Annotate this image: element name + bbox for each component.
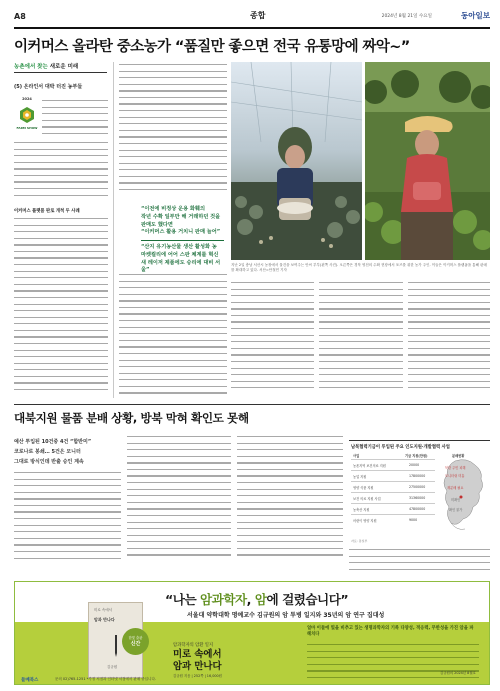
pen-icon — [113, 635, 119, 657]
ad-book-title: 미로 속에서 암과 만나다 — [173, 649, 222, 672]
ad-blurb: 얼마 이들에 빛을 비추고 있는 생명과학자의 기록 다양성, 적응력, 무한성을 가진 암을 파헤치다 — [307, 626, 474, 638]
article-body-text — [319, 282, 403, 400]
header-rule — [14, 27, 490, 29]
table-title: 남북협력기금이 투입된 주요 인도지원·개발협력 사업 — [351, 445, 450, 450]
table-cell: 9000 — [409, 518, 418, 522]
table-header: 사업 — [353, 454, 360, 458]
article-body-text — [127, 436, 231, 568]
book-cover-title: 암과 만나다 — [94, 617, 115, 622]
table-source: 자료: 통일부 — [351, 539, 368, 543]
kicker-green: 농촌에서 찾는 — [14, 64, 48, 70]
publisher-logo: 들메북스 — [21, 678, 39, 683]
article2-deck: 코로나로 봉쇄… 5건은 모니터 — [14, 449, 81, 455]
table-cell: 17800000 — [409, 474, 426, 478]
article-body-text — [119, 274, 227, 404]
book-advertisement — [14, 581, 490, 685]
article-divider — [14, 404, 490, 405]
map-label: 재분배 필요 — [447, 486, 464, 490]
pull-quote — [141, 206, 224, 275]
article2-headline: 대북지원 물품 분배 상황, 방북 막혀 확인도 못해 — [14, 411, 249, 425]
article2-deck: 예산 투입된 10건중 4건 “합반미” — [14, 439, 92, 445]
series-kicker — [14, 62, 78, 70]
kicker-rule — [14, 72, 107, 73]
table-cell: 농축산 지원 — [353, 508, 370, 512]
table-header: 분배현황 — [452, 454, 465, 458]
map-label: 북한 주민 피해 — [445, 466, 466, 470]
field-photo — [365, 62, 490, 260]
map-label: 미확인 — [451, 498, 461, 502]
series-byline: (5) 온라인서 대박 터진 농부들 — [14, 84, 83, 90]
article-body-text — [408, 282, 490, 400]
article-body-text — [119, 64, 227, 202]
page-number: A8 — [14, 12, 26, 21]
article-body-text — [14, 218, 108, 404]
table-header: 기금 지원(만원) — [405, 454, 428, 458]
section-name: 종합 — [250, 11, 266, 20]
pull-quote-line: “산지 유기농산물 생산 활성화 농 — [141, 243, 217, 250]
aid-projects-table — [349, 440, 490, 546]
table-cell: 영양 식품 지원 — [353, 486, 374, 490]
page-header — [14, 6, 490, 28]
map-label: 확인 불가 — [449, 508, 463, 512]
farm-show-emblem-icon — [18, 105, 36, 125]
logo-name: FARM SHOW — [16, 126, 38, 130]
article-body-text — [349, 549, 490, 571]
ad-book-meta: 김규원 지음 | 252쪽 | 16,000원 — [173, 674, 222, 678]
photo-field-farmer — [365, 62, 490, 260]
greenhouse-photo — [231, 62, 362, 260]
book-cover-author: 김규원 — [107, 665, 118, 669]
table-cell: 27500000 — [409, 485, 426, 489]
table-cell: 농업 지원 — [353, 475, 367, 479]
article-body-text — [237, 436, 343, 568]
article-body-text — [14, 472, 121, 568]
article-body-text — [14, 142, 108, 202]
table-cell: 31360000 — [409, 496, 426, 500]
table-cell: 보건 의료 지원 사업 — [353, 497, 381, 501]
logo-year: 2024 — [22, 97, 32, 101]
column-divider — [113, 62, 114, 398]
pull-quote-line: 새 레이저 제품에도 승리에 대비 서울” — [141, 259, 221, 274]
table-cell: 47800000 — [409, 507, 426, 511]
pull-quote-line: 작년 수확 일부만 해 거래하던 것을 판매도 했다면 — [141, 213, 221, 228]
photo-caption: 지난 2일 충남 서산시 농장에서 물건을 보여주는 안씨 부부(왼쪽 사진). 오른쪽은 경북 영천의 수확 현장에서 포즈를 취한 농가 주인. 이들은 이커머스 플랫폼을 통해 판매를 확대하고 있다. 서산=안철민 기자 — [231, 263, 487, 273]
table-cell: 20000 — [409, 463, 420, 467]
table-cell: 어린이 영양 지원 — [353, 519, 377, 523]
new-book-badge: 한빛 출판 신간 — [122, 628, 149, 655]
book-cover-top: 미로 속에서 — [94, 608, 113, 612]
ad-green-band — [15, 622, 489, 684]
ad-signature: 김규원의 2024년 8월호 — [440, 671, 476, 675]
pull-quote-line: 마켓컬리에 어어 스판 체계를 혁신 — [141, 251, 219, 258]
map-label: 모니터링 미흡 — [445, 474, 465, 478]
farm-show-logo — [16, 97, 38, 133]
pull-quote-line: “이전에 비정상 운용 화훼의 — [141, 206, 205, 212]
article2-deck: 그대로 방식인데 반출 승인 계속 — [14, 459, 84, 465]
table-cell: 농촌지역 보건의료 지원 — [353, 464, 386, 468]
ad-book-kicker: 암과학자의 암환 일지 — [173, 643, 214, 648]
pull-quote-line: “이커머스 활용 거치니 판매 늘어” — [141, 229, 221, 236]
article-body-text — [231, 282, 314, 400]
ad-headline: “나는 암과학자, 암에 걸렸습니다” — [165, 592, 349, 607]
article-subhead: 이커머스 플랫폼 판로 개척 두 사례 — [14, 209, 80, 214]
ad-subtitle: 서울대 약학대학 명예교수 김규원의 암 투병 일지와 35년의 암 연구 집대성 — [187, 612, 385, 619]
article-body-text — [42, 100, 108, 138]
article-headline: 이커머스 올라탄 중소농가 “품질만 좋으면 전국 유통망에 짜악~” — [14, 39, 410, 55]
kicker-black: 새로운 미래 — [49, 64, 79, 70]
issue-date: 2024년 8월 21일 수요일 — [381, 14, 432, 19]
pull-quote-rule — [141, 240, 224, 241]
newspaper-brand: 동아일보 — [461, 11, 490, 20]
photo-greenhouse-farmer — [231, 62, 362, 260]
publisher-info: 문의 02)765-1251 *가정 서점과 인터넷 서점에서 판매 중입니다. — [55, 677, 156, 681]
